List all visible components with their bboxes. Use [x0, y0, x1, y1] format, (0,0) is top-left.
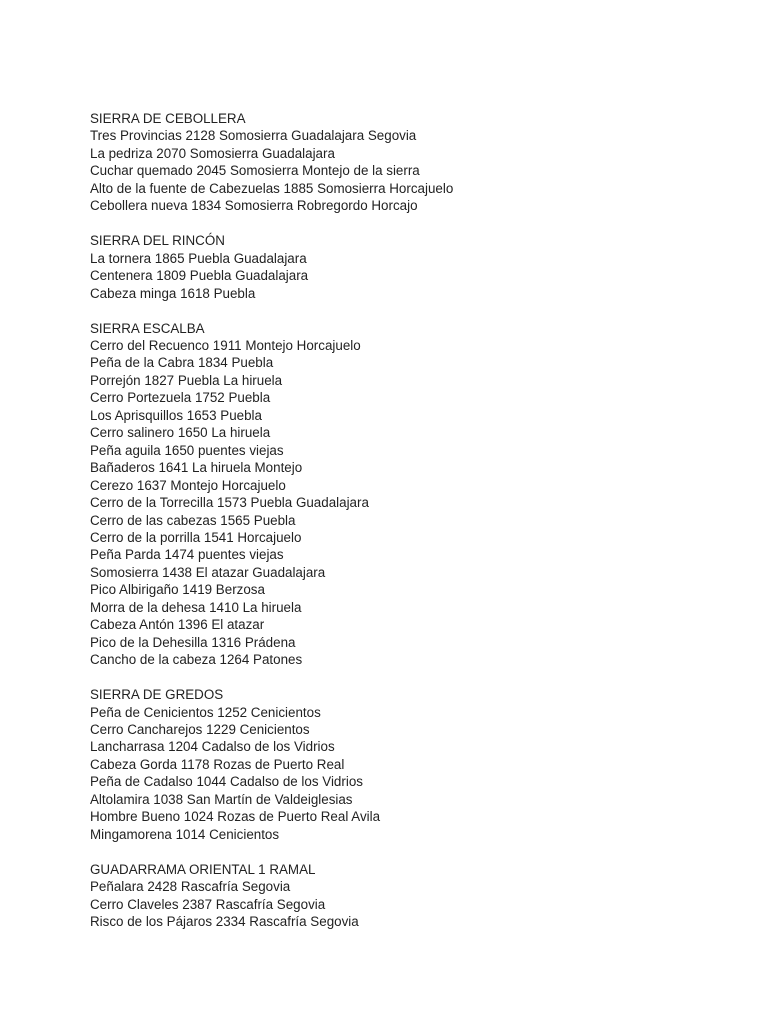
peak-entry: Porrejón 1827 Puebla La hiruela	[90, 372, 283, 388]
section-heading: GUADARRAMA ORIENTAL 1 RAMAL	[90, 861, 316, 877]
peak-entry: Alto de la fuente de Cabezuelas 1885 Somosierra Horcajuelo	[90, 180, 454, 196]
document-page	[90, 110, 750, 948]
section-sierra-de-gredos	[90, 686, 750, 843]
peak-entry: Peñalara 2428 Rascafría Segovia	[90, 879, 291, 895]
peak-entry: Cerro Claveles 2387 Rascafría Segovia	[90, 896, 326, 912]
peak-entry: Cancho de la cabeza 1264 Patones	[90, 652, 303, 668]
section-heading: SIERRA DE CEBOLLERA	[90, 111, 246, 126]
section-heading: SIERRA DE GREDOS	[90, 687, 224, 703]
peak-entry: La pedriza 2070 Somosierra Guadalajara	[90, 145, 335, 161]
peak-entry: Centenera 1809 Puebla Guadalajara	[90, 268, 309, 284]
peak-entry: Cerro salinero 1650 La hiruela	[90, 425, 271, 441]
peak-entry: Cabeza Antón 1396 El atazar	[90, 617, 265, 633]
peak-entry: Tres Provincias 2128 Somosierra Guadalajara Segovia	[90, 128, 417, 144]
peak-entry: Cerro de las cabezas 1565 Puebla	[90, 512, 296, 528]
peak-entry: Cerro de la Torrecilla 1573 Puebla Guadalajara	[90, 495, 369, 511]
peak-entry: Peña de la Cabra 1834 Puebla	[90, 355, 274, 371]
peak-entry: Bañaderos 1641 La hiruela Montejo	[90, 460, 303, 476]
peak-entry: Cerro Cancharejos 1229 Cenicientos	[90, 722, 310, 737]
peak-entry: Pico Albirigaño 1419 Berzosa	[90, 582, 265, 598]
peak-entry: Cerro Portezuela 1752 Puebla	[90, 390, 271, 406]
section-sierra-escalba	[90, 320, 750, 669]
peak-entry: Los Aprisquillos 1653 Puebla	[90, 407, 262, 423]
peak-entry: Peña de Cenicientos 1252 Cenicientos	[90, 704, 321, 720]
section-sierra-de-cebollera	[90, 110, 750, 215]
peak-entry: Cabeza minga 1618 Puebla	[90, 285, 256, 301]
peak-entry: Cabeza Gorda 1178 Rozas de Puerto Real	[90, 756, 345, 772]
peak-entry: Pico de la Dehesilla 1316 Prádena	[90, 634, 296, 650]
peak-entry: Cebollera nueva 1834 Somosierra Robregordo Horcajo	[90, 198, 418, 214]
peak-entry: Cerezo 1637 Montejo Horcajuelo	[90, 477, 286, 493]
peak-entry: Peña aguila 1650 puentes viejas	[90, 442, 284, 458]
peak-entry: Cuchar quemado 2045 Somosierra Montejo de la sierra	[90, 163, 420, 179]
section-heading: SIERRA DEL RINCÓN	[90, 233, 225, 249]
section-guadarrama-oriental	[90, 861, 750, 931]
peak-entry: Somosierra 1438 El atazar Guadalajara	[90, 564, 326, 580]
section-heading: SIERRA ESCALBA	[90, 320, 205, 336]
peak-entry: Risco de los Pájaros 2334 Rascafría Segovia	[90, 914, 359, 930]
peak-entry: Altolamira 1038 San Martín de Valdeiglesias	[90, 791, 353, 807]
peak-entry: Peña de Cadalso 1044 Cadalso de los Vidrios	[90, 774, 363, 790]
peak-entry: Cerro del Recuenco 1911 Montejo Horcajuelo	[90, 337, 361, 353]
peak-entry: Mingamorena 1014 Cenicientos	[90, 826, 280, 842]
peak-entry: Morra de la dehesa 1410 La hiruela	[90, 599, 302, 615]
peak-entry: La tornera 1865 Puebla Guadalajara	[90, 250, 307, 266]
peak-entry: Lancharrasa 1204 Cadalso de los Vidrios	[90, 739, 335, 755]
section-sierra-del-rincon	[90, 232, 750, 302]
peak-entry: Cerro de la porrilla 1541 Horcajuelo	[90, 529, 302, 545]
peak-entry: Hombre Bueno 1024 Rozas de Puerto Real Avila	[90, 809, 381, 825]
peak-entry: Peña Parda 1474 puentes viejas	[90, 547, 284, 563]
